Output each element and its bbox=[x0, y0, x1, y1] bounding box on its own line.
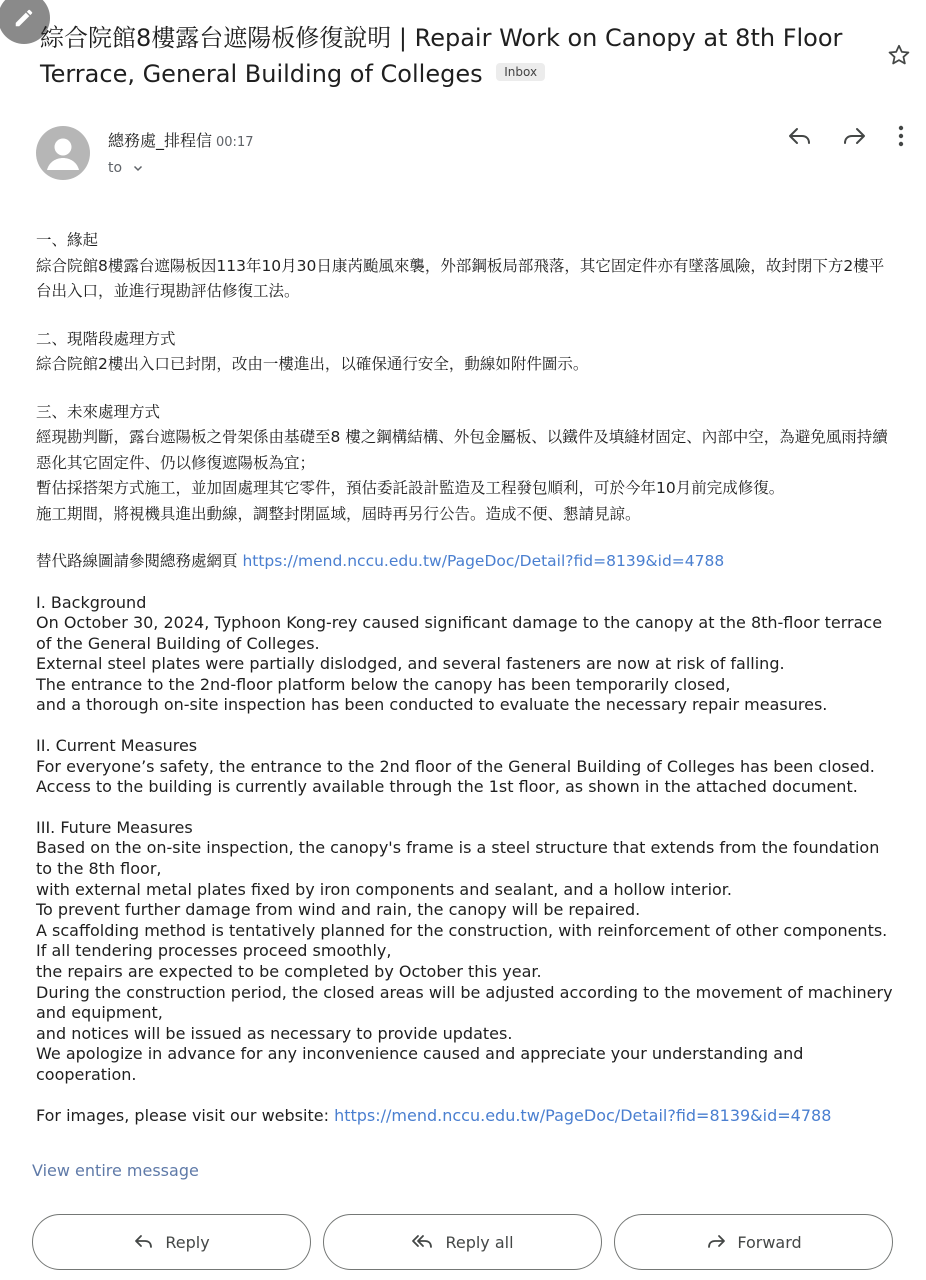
reply-icon bbox=[133, 1233, 155, 1251]
header-forward-button[interactable] bbox=[840, 124, 868, 152]
zh-paragraph: 經現勘判斷，露台遮陽板之骨架係由基礎至8 樓之鋼構結構、外包金屬板、以鐵件及填縫材固定、內部中空，為避免風雨持續惡化其它固定件、仍以修復遮陽板為宜； bbox=[36, 428, 888, 472]
zh-website-link[interactable]: https://mend.nccu.edu.tw/PageDoc/Detail?fid=8139&id=4788 bbox=[242, 552, 725, 570]
sent-time: 00:17 bbox=[216, 135, 254, 150]
en-paragraph: For everyone’s safety, the entrance to the 2nd floor of the General Building of Colleges has been closed. bbox=[36, 756, 875, 776]
en-paragraph: On October 30, 2024, Typhoon Kong-rey caused significant damage to the canopy at the 8th-floor terrace of the General Building of Colleges. bbox=[36, 613, 883, 653]
en-heading-current: II. Current Measures bbox=[36, 736, 198, 756]
en-paragraph: Access to the building is currently available through the 1st floor, as shown in the attached document. bbox=[36, 777, 858, 797]
en-paragraph: During the construction period, the closed areas will be adjusted according to the movement of machinery and equipment, bbox=[36, 982, 893, 1023]
forward-button[interactable] bbox=[614, 1214, 893, 1270]
sender-line bbox=[108, 128, 253, 151]
forward-icon bbox=[840, 124, 868, 148]
en-paragraph: A scaffolding method is tentatively planned for the construction, with reinforcement of other components. If all tendering processes proceed smoothly, bbox=[36, 920, 888, 961]
reply-icon bbox=[786, 124, 814, 148]
en-paragraph: External steel plates were partially dislodged, and several fasteners are now at risk of falling. bbox=[36, 654, 785, 674]
reply-all-icon bbox=[411, 1233, 435, 1251]
person-icon bbox=[36, 126, 90, 180]
en-link-line bbox=[36, 1106, 896, 1127]
reply-all-button[interactable] bbox=[323, 1214, 602, 1270]
message-body bbox=[36, 228, 896, 1126]
zh-paragraph: 綜合院館8樓露台遮陽板因113年10月30日康芮颱風來襲，外部鋼板局部飛落，其它固定件亦有墜落風險，故封閉下方2樓平台出入口，並進行現勘評估修復工法。 bbox=[36, 256, 885, 300]
zh-heading-current: 二、現階段處理方式 bbox=[36, 329, 176, 348]
en-paragraph: with external metal plates fixed by iron components and sealant, and a hollow interior. bbox=[36, 879, 732, 899]
view-entire-message-link[interactable]: View entire message bbox=[32, 1161, 199, 1180]
to-label: to bbox=[108, 160, 123, 176]
en-paragraph: We apologize in advance for any inconvenience caused and appreciate your understanding and cooperation. bbox=[36, 1044, 804, 1084]
pencil-icon bbox=[13, 7, 35, 29]
zh-paragraph: 綜合院館2樓出入口已封閉，改由一樓進出，以確保通行安全，動線如附件圖示。 bbox=[36, 355, 589, 373]
subject-text: 綜合院館8樓露台遮陽板修復說明 | Repair Work on Canopy at 8th Floor Terrace, General Building of Colleges bbox=[40, 24, 843, 88]
en-paragraph: and notices will be issued as necessary to provide updates. bbox=[36, 1023, 513, 1043]
en-paragraph: Based on the on-site inspection, the canopy's frame is a steel structure that extends from the foundation to the 8th floor, bbox=[36, 838, 880, 879]
zh-link-line bbox=[36, 549, 896, 575]
zh-link-prefix: 替代路線圖請參閱總務處網頁 bbox=[36, 552, 243, 570]
chevron-down-icon bbox=[132, 162, 144, 174]
avatar[interactable] bbox=[36, 126, 90, 180]
recipients-toggle[interactable] bbox=[108, 160, 144, 176]
zh-paragraph: 施工期間，將視機具進出動線，調整封閉區域，屆時再另行公告。造成不便、懇請見諒。 bbox=[36, 504, 641, 523]
star-button[interactable] bbox=[886, 42, 912, 72]
en-paragraph: The entrance to the 2nd-floor platform below the canopy has been temporarily closed, bbox=[36, 674, 731, 694]
zh-heading-background: 一、緣起 bbox=[36, 231, 99, 249]
en-link-prefix: For images, please visit our website: bbox=[36, 1105, 335, 1125]
reply-button[interactable] bbox=[32, 1214, 311, 1270]
en-heading-background: I. Background bbox=[36, 592, 147, 612]
reply-label: Reply bbox=[165, 1232, 210, 1252]
star-icon bbox=[886, 42, 912, 68]
en-paragraph: the repairs are expected to be completed by October this year. bbox=[36, 962, 542, 981]
forward-label: Forward bbox=[737, 1232, 802, 1252]
en-paragraph: To prevent further damage from wind and rain, the canopy will be repaired. bbox=[36, 900, 641, 920]
en-heading-future: III. Future Measures bbox=[36, 817, 193, 837]
email-subject bbox=[40, 20, 860, 92]
en-paragraph: and a thorough on-site inspection has been conducted to evaluate the necessary repair measures. bbox=[36, 695, 828, 715]
reply-all-label: Reply all bbox=[445, 1232, 514, 1252]
forward-icon bbox=[705, 1233, 727, 1251]
header-reply-button[interactable] bbox=[786, 124, 814, 152]
zh-paragraph: 暫估採搭架方式施工，並加固處理其它零件，預估委託設計監造及工程發包順利，可於今年10月前完成修復。 bbox=[36, 479, 785, 497]
en-website-link[interactable]: https://mend.nccu.edu.tw/PageDoc/Detail?fid=8139&id=4788 bbox=[334, 1105, 832, 1125]
more-vert-icon bbox=[890, 124, 912, 148]
more-options-button[interactable] bbox=[890, 124, 912, 152]
sender-name[interactable]: 總務處_排程信 bbox=[108, 131, 213, 150]
inbox-label-badge[interactable]: Inbox bbox=[496, 63, 545, 81]
zh-heading-future: 三、未來處理方式 bbox=[36, 402, 161, 421]
